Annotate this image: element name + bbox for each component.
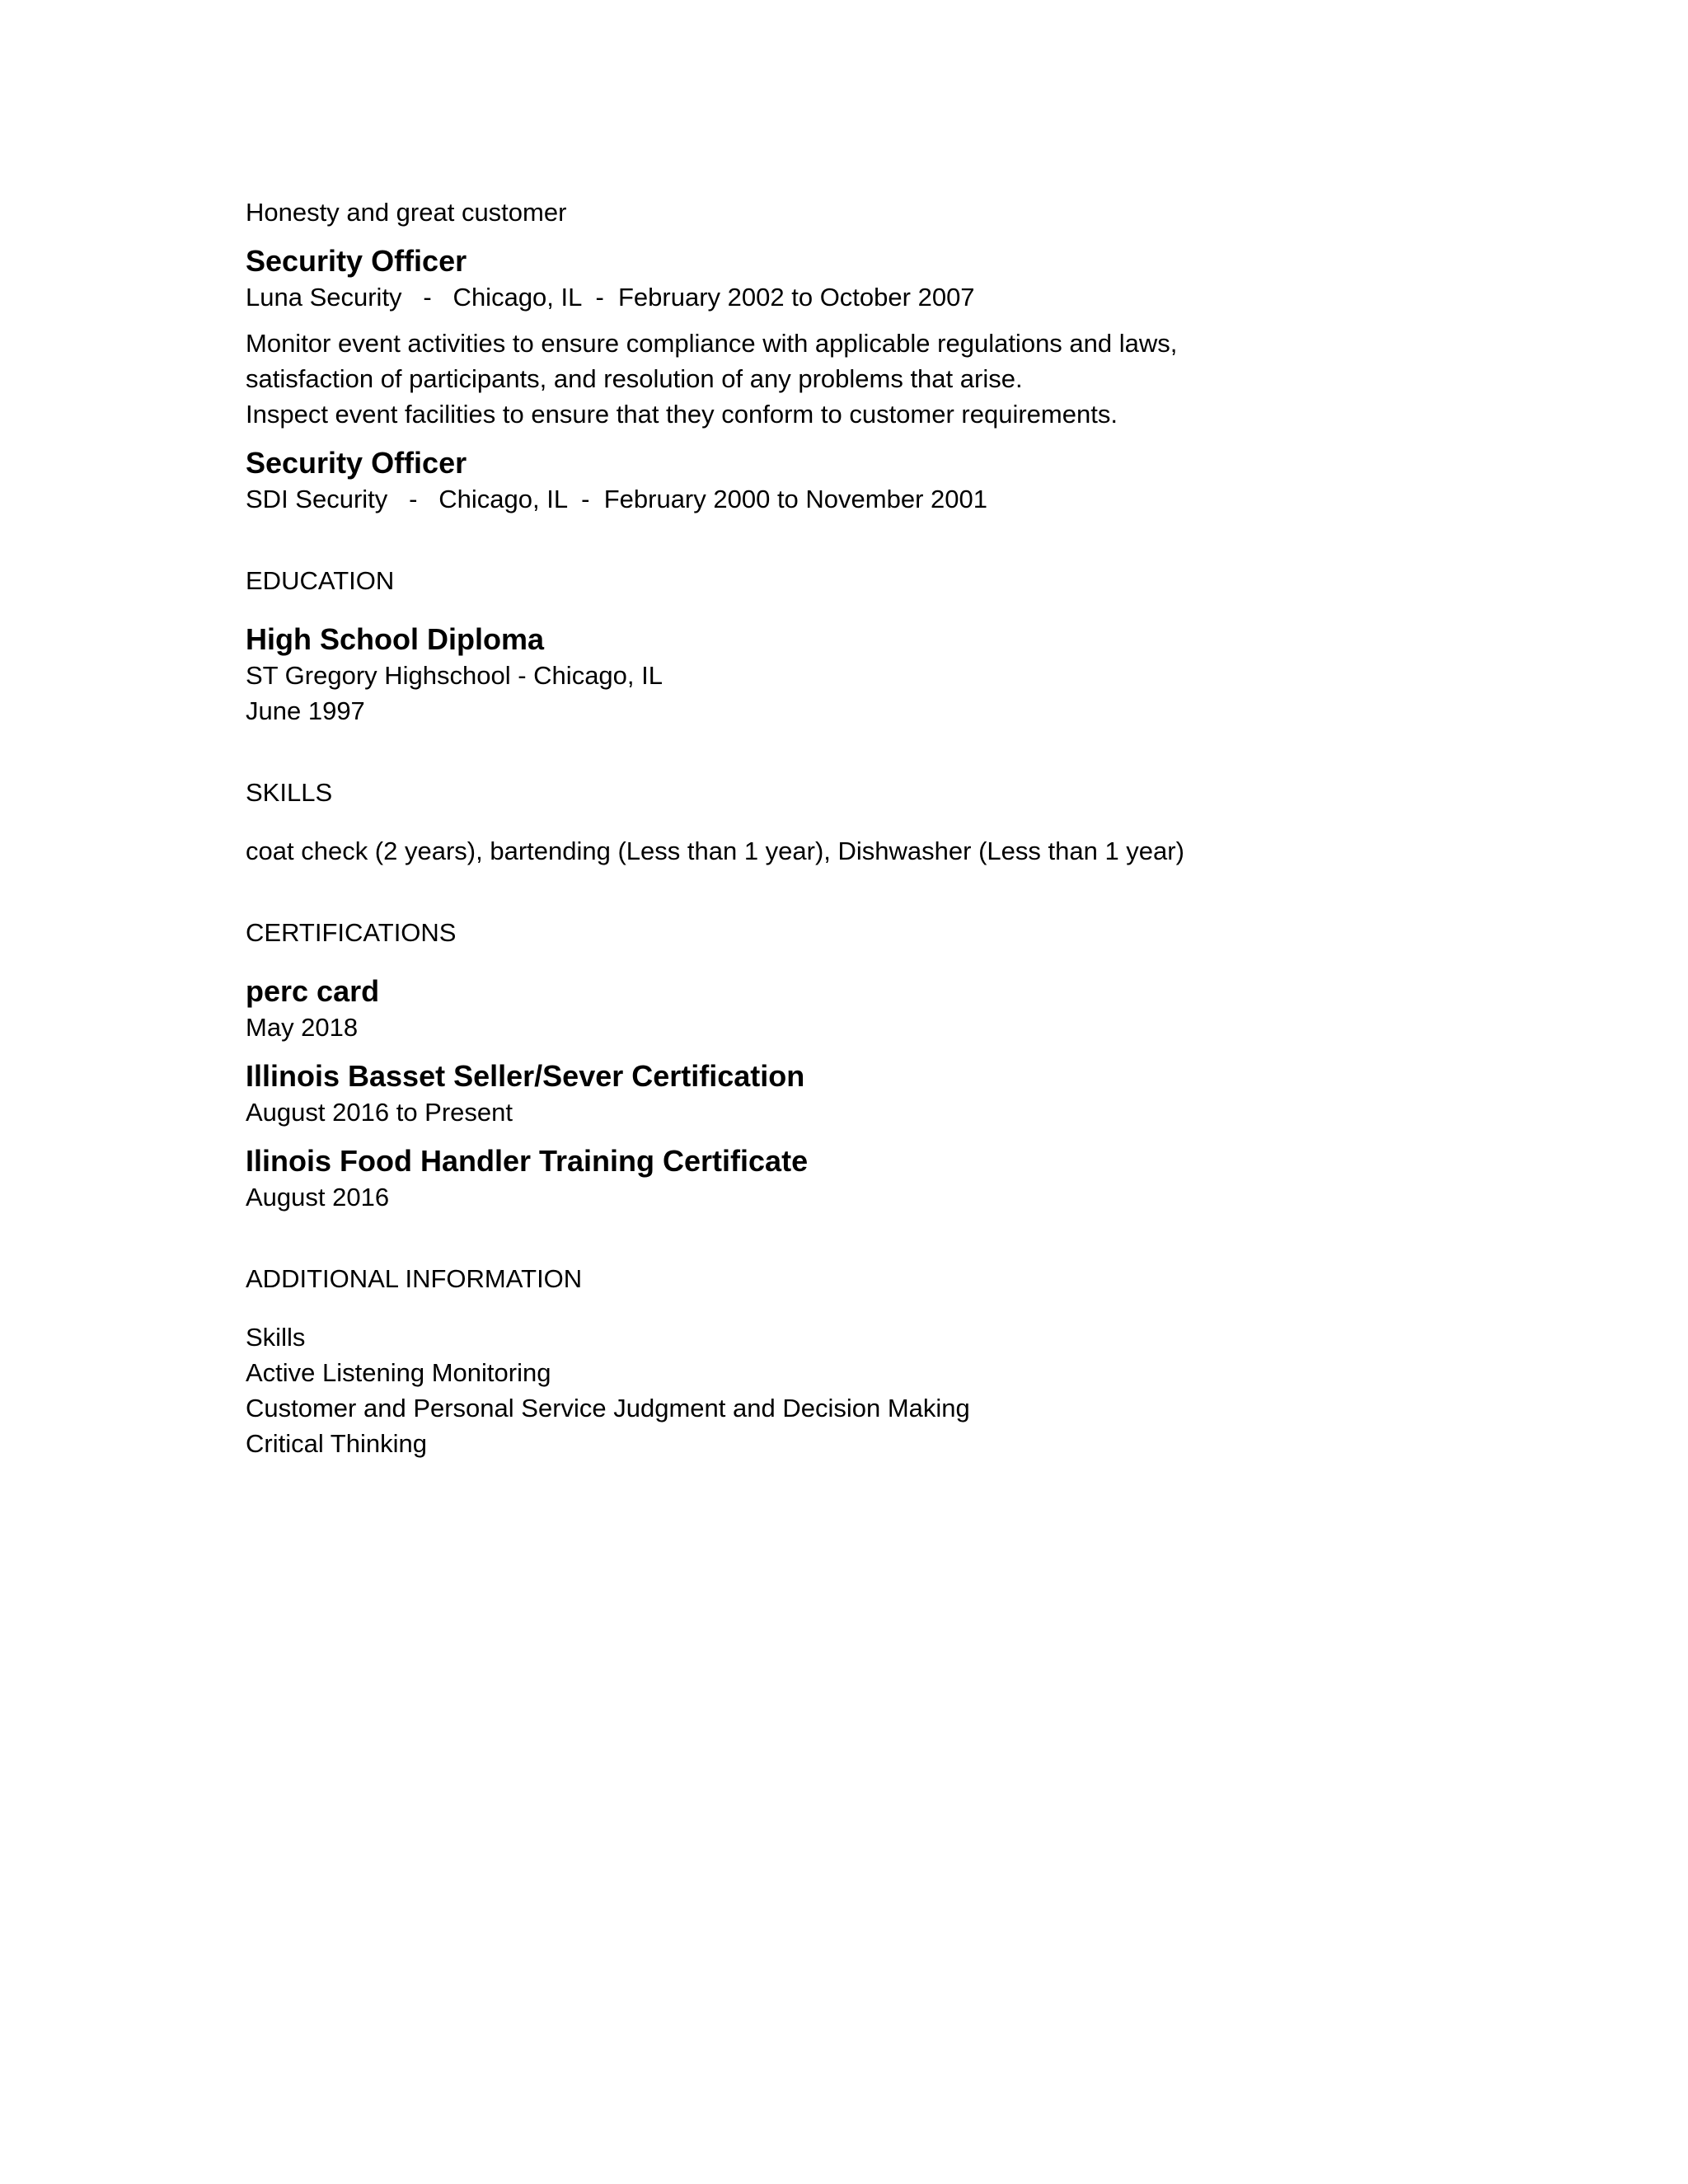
additional-info-line: Skills bbox=[246, 1323, 306, 1352]
job-title: Security Officer bbox=[246, 446, 467, 480]
section-heading-additional-information: ADDITIONAL INFORMATION bbox=[246, 1264, 583, 1293]
certification-date: August 2016 bbox=[246, 1183, 390, 1212]
intro-text: Honesty and great customer bbox=[246, 198, 567, 227]
certification-date: May 2018 bbox=[246, 1013, 359, 1042]
certification-name: Ilinois Food Handler Training Certificate bbox=[246, 1144, 809, 1178]
job-title: Security Officer bbox=[246, 244, 467, 278]
job-meta: Luna Security - Chicago, IL - February 2002 to October 2007 bbox=[246, 283, 975, 312]
section-heading-education: EDUCATION bbox=[246, 566, 395, 595]
job-entry bbox=[246, 243, 1482, 432]
section-heading-skills: SKILLS bbox=[246, 778, 333, 807]
job-entry bbox=[246, 445, 1482, 517]
certification-date: August 2016 to Present bbox=[246, 1098, 513, 1127]
additional-info-line: Active Listening Monitoring bbox=[246, 1358, 551, 1387]
job-description-line: Inspect event facilities to ensure that they conform to customer requirements. bbox=[246, 400, 1118, 429]
resume-page bbox=[246, 194, 1482, 1461]
additional-info-line: Customer and Personal Service Judgment and Decision Making bbox=[246, 1394, 970, 1422]
additional-info-line: Critical Thinking bbox=[246, 1429, 427, 1458]
job-meta: SDI Security - Chicago, IL - February 2000 to November 2001 bbox=[246, 485, 987, 513]
job-description-line: Monitor event activities to ensure compliance with applicable regulations and laws, bbox=[246, 329, 1178, 358]
section-heading-certifications: CERTIFICATIONS bbox=[246, 918, 457, 947]
school-name: ST Gregory Highschool - Chicago, IL bbox=[246, 661, 663, 690]
skills-text: coat check (2 years), bartending (Less than 1 year), Dishwasher (Less than 1 year) bbox=[246, 837, 1184, 865]
degree-title: High School Diploma bbox=[246, 622, 545, 656]
certification-name: perc card bbox=[246, 974, 380, 1008]
job-description-line: satisfaction of participants, and resolution of any problems that arise. bbox=[246, 364, 1023, 393]
education-date: June 1997 bbox=[246, 696, 365, 725]
certification-name: Illinois Basset Seller/Sever Certification bbox=[246, 1059, 805, 1093]
